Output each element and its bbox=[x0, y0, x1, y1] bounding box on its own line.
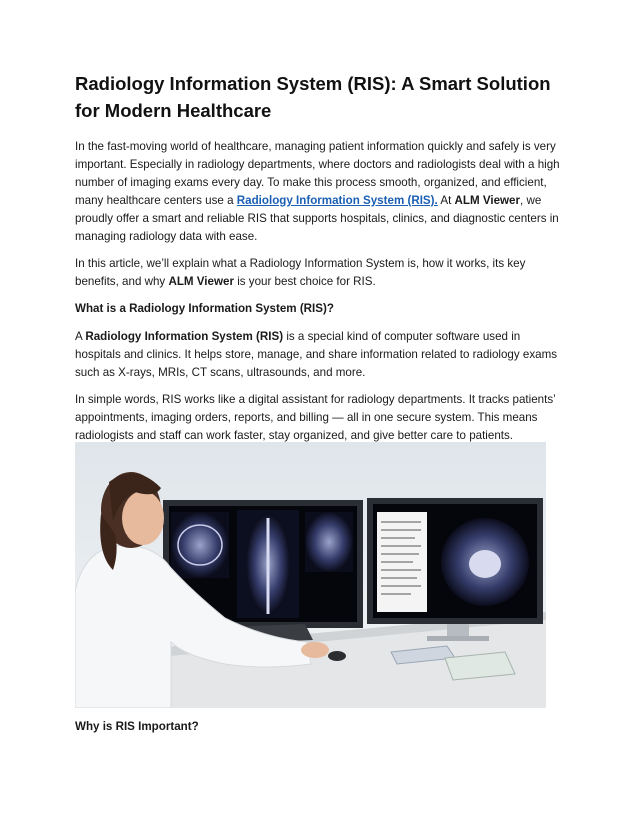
intro-text-2: At bbox=[437, 194, 455, 207]
intro-paragraph bbox=[75, 138, 565, 246]
section-heading-what-is-ris: What is a Radiology Information System (RIS)? bbox=[75, 302, 334, 315]
article-title: Radiology Information System (RIS): A Smart Solution for Modern Healthcare bbox=[75, 73, 551, 121]
overview-text-1: In this article, we’ll explain what a Radiology Information System is, how it works, its key benefits, and why bbox=[75, 257, 526, 288]
definition-paragraph bbox=[75, 328, 565, 382]
overview-paragraph bbox=[75, 255, 565, 291]
intro-text-1: In the fast-moving world of healthcare, managing patient information quickly and safely is very important. Especially in radiology departments, where doctors and radiologists deal with a high number of imaging exams every day. To make this process smooth, organized, and efficient, many healthcare centers use a bbox=[75, 140, 560, 207]
workstation-illustration bbox=[75, 442, 546, 708]
definition-text-1: A bbox=[75, 330, 86, 343]
brand-name: ALM Viewer bbox=[454, 194, 521, 207]
simple-words-paragraph: In simple words, RIS works like a digital assistant for radiology departments. It tracks patients’ appointments, imaging orders, reports, and billing — all in one secure system. This means radiologists and staff can work faster, stay organized, and give better care to patients. bbox=[75, 393, 556, 442]
article-body bbox=[75, 70, 565, 454]
ris-term: Radiology Information System (RIS) bbox=[85, 330, 284, 343]
intro-text-3: , we proudly offer a smart and reliable RIS that supports hospitals, clinics, and diagnostic centers in managing radiology data with ease. bbox=[75, 194, 559, 243]
definition-text-2: is a special kind of computer software used in hospitals and clinics. It helps store, manage, and share information related to radiology exams such as X-rays, MRIs, CT scans, ultrasounds, and more. bbox=[75, 330, 558, 379]
radiologist-workstation-image bbox=[75, 442, 546, 708]
right-monitor bbox=[367, 498, 543, 641]
section-heading-why-ris: Why is RIS Important? bbox=[75, 720, 199, 733]
overview-text-2: is your best choice for RIS. bbox=[233, 275, 376, 288]
ris-link[interactable]: Radiology Information System (RIS). bbox=[236, 194, 438, 207]
brand-name: ALM Viewer bbox=[168, 275, 234, 288]
